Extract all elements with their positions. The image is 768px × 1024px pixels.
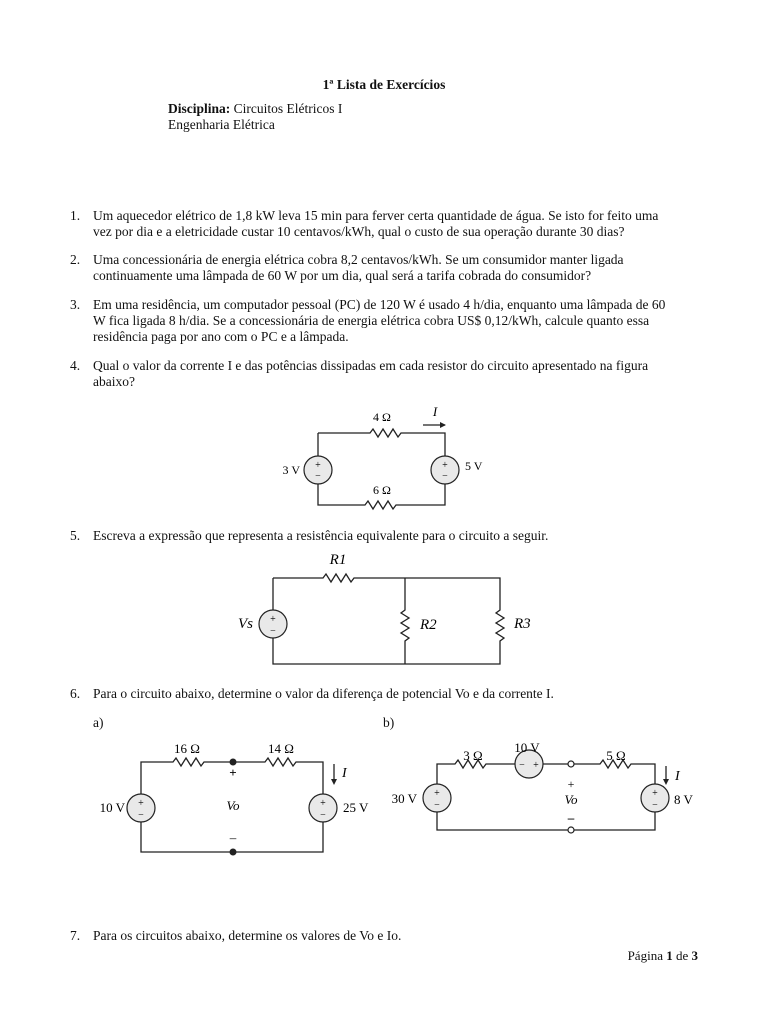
svg-text:+: + [533, 760, 539, 771]
svg-text:−: − [270, 626, 276, 637]
svg-text:+: + [434, 788, 440, 799]
svg-text:+: + [315, 460, 321, 471]
svg-text:−: − [442, 471, 448, 482]
resistor-14-label: 14 Ω [268, 741, 294, 756]
current-label: I [342, 766, 347, 781]
svg-text:+: + [442, 460, 448, 471]
resistor-r3-label: R3 [514, 616, 531, 632]
resistor-3-label: 3 Ω [463, 748, 483, 763]
discipline-label: Disciplina: [168, 101, 231, 116]
vo-minus-sign: – [567, 810, 575, 825]
vo-plus-sign: + [229, 765, 237, 780]
question-text-line: Qual o valor da corrente I e das potências dissipadas em cada resistor do circuito apresentado na figura [93, 358, 649, 373]
question-text-line: Para os circuitos abaixo, determine os valores de Vo e Io. [93, 928, 402, 943]
question-number: 3. [70, 297, 81, 312]
question-text-line: W fica ligada 8 h/dia. Se a concessionária de energia elétrica cobra US$ 0,12/kWh, calcule quanto essa [93, 313, 650, 328]
question-1 [70, 208, 700, 240]
question-number: 5. [70, 528, 81, 543]
question-6 [70, 686, 700, 702]
of-word: de [675, 948, 689, 963]
question-3 [70, 297, 700, 345]
vo-plus-sign: + [567, 777, 575, 791]
current-page: 1 [666, 948, 673, 963]
question-text-line: continuamente uma lâmpada de 60 W por um dia, qual será a tarifa cobrada do consumidor? [93, 268, 592, 283]
resistor-bottom-label: 6 Ω [373, 483, 391, 497]
resistor-16-label: 16 Ω [174, 741, 200, 756]
question-7 [70, 928, 700, 944]
question-number: 6. [70, 686, 81, 701]
source-left-label: 10 V [99, 800, 125, 815]
question-text-line: Uma concessionária de energia elétrica cobra 8,2 centavos/kWh. Se um consumidor manter ligada [93, 252, 624, 267]
svg-text:−: − [652, 800, 658, 811]
svg-text:−: − [434, 800, 440, 811]
question-text-line: abaixo? [93, 374, 135, 389]
vo-label: Vo [564, 792, 578, 807]
current-label: I [432, 404, 438, 419]
source-right-label: 25 V [343, 800, 369, 815]
question-text-line: residência paga por ano com o PC e a lâmpada. [93, 329, 349, 344]
subfigure-b-label: b) [383, 715, 395, 730]
source-right-label: 8 V [674, 792, 693, 807]
question-4 [70, 358, 700, 390]
course-name: Engenharia Elétrica [168, 117, 275, 132]
question-number: 2. [70, 252, 81, 267]
circuit-q6a [95, 736, 385, 861]
question-text-line: Um aquecedor elétrico de 1,8 kW leva 15 min para ferver certa quantidade de água. Se isto for feito uma [93, 208, 659, 223]
svg-text:+: + [320, 798, 326, 809]
subfigure-a-label: a) [93, 715, 104, 730]
vo-minus-sign: – [229, 830, 237, 845]
source-left-label: 3 V [282, 463, 300, 477]
question-text-line: Para o circuito abaixo, determine o valor da diferença de potencial Vo e da corrente I. [93, 686, 554, 701]
resistor-r1-label: R1 [329, 552, 347, 568]
total-pages: 3 [691, 948, 698, 963]
svg-text:+: + [652, 788, 658, 799]
resistor-5-label: 5 Ω [606, 748, 626, 763]
question-number: 7. [70, 928, 81, 943]
page-number [628, 948, 698, 964]
vo-label: Vo [226, 798, 240, 813]
svg-text:−: − [138, 810, 144, 821]
question-text-line: vez por dia e a eletricidade custar 10 centavos/kWh, qual o custo de sua operação durante 30 dias? [93, 224, 625, 239]
current-label: I [675, 769, 680, 784]
page-word: Página [627, 948, 663, 963]
resistor-top-label: 4 Ω [373, 410, 391, 424]
resistor-r2-label: R2 [420, 617, 437, 633]
question-number: 4. [70, 358, 81, 373]
question-2 [70, 252, 700, 284]
svg-text:−: − [519, 760, 525, 771]
svg-text:+: + [270, 614, 276, 625]
source-right-label: 5 V [465, 459, 483, 473]
source-left-label: 30 V [391, 791, 417, 806]
circuit-q5 [230, 552, 550, 670]
discipline-value: Circuitos Elétricos I [233, 101, 343, 116]
question-text-line: Em uma residência, um computador pessoal (PC) de 120 W é usado 4 h/dia, enquanto uma lâmpada de 60 [93, 297, 666, 312]
svg-text:+: + [138, 798, 144, 809]
circuit-q6b [385, 738, 695, 838]
question-5 [70, 528, 700, 544]
question-number: 1. [70, 208, 81, 223]
circuit-q4 [270, 400, 500, 515]
source-middle-label: 10 V [514, 740, 540, 755]
discipline-line [168, 101, 342, 117]
svg-text:−: − [315, 471, 321, 482]
svg-text:−: − [320, 810, 326, 821]
document-title: 1ª Lista de Exercícios [322, 77, 446, 92]
question-text-line: Escreva a expressão que representa a resistência equivalente para o circuito a seguir. [93, 528, 549, 543]
source-vs-label: Vs [238, 616, 253, 632]
